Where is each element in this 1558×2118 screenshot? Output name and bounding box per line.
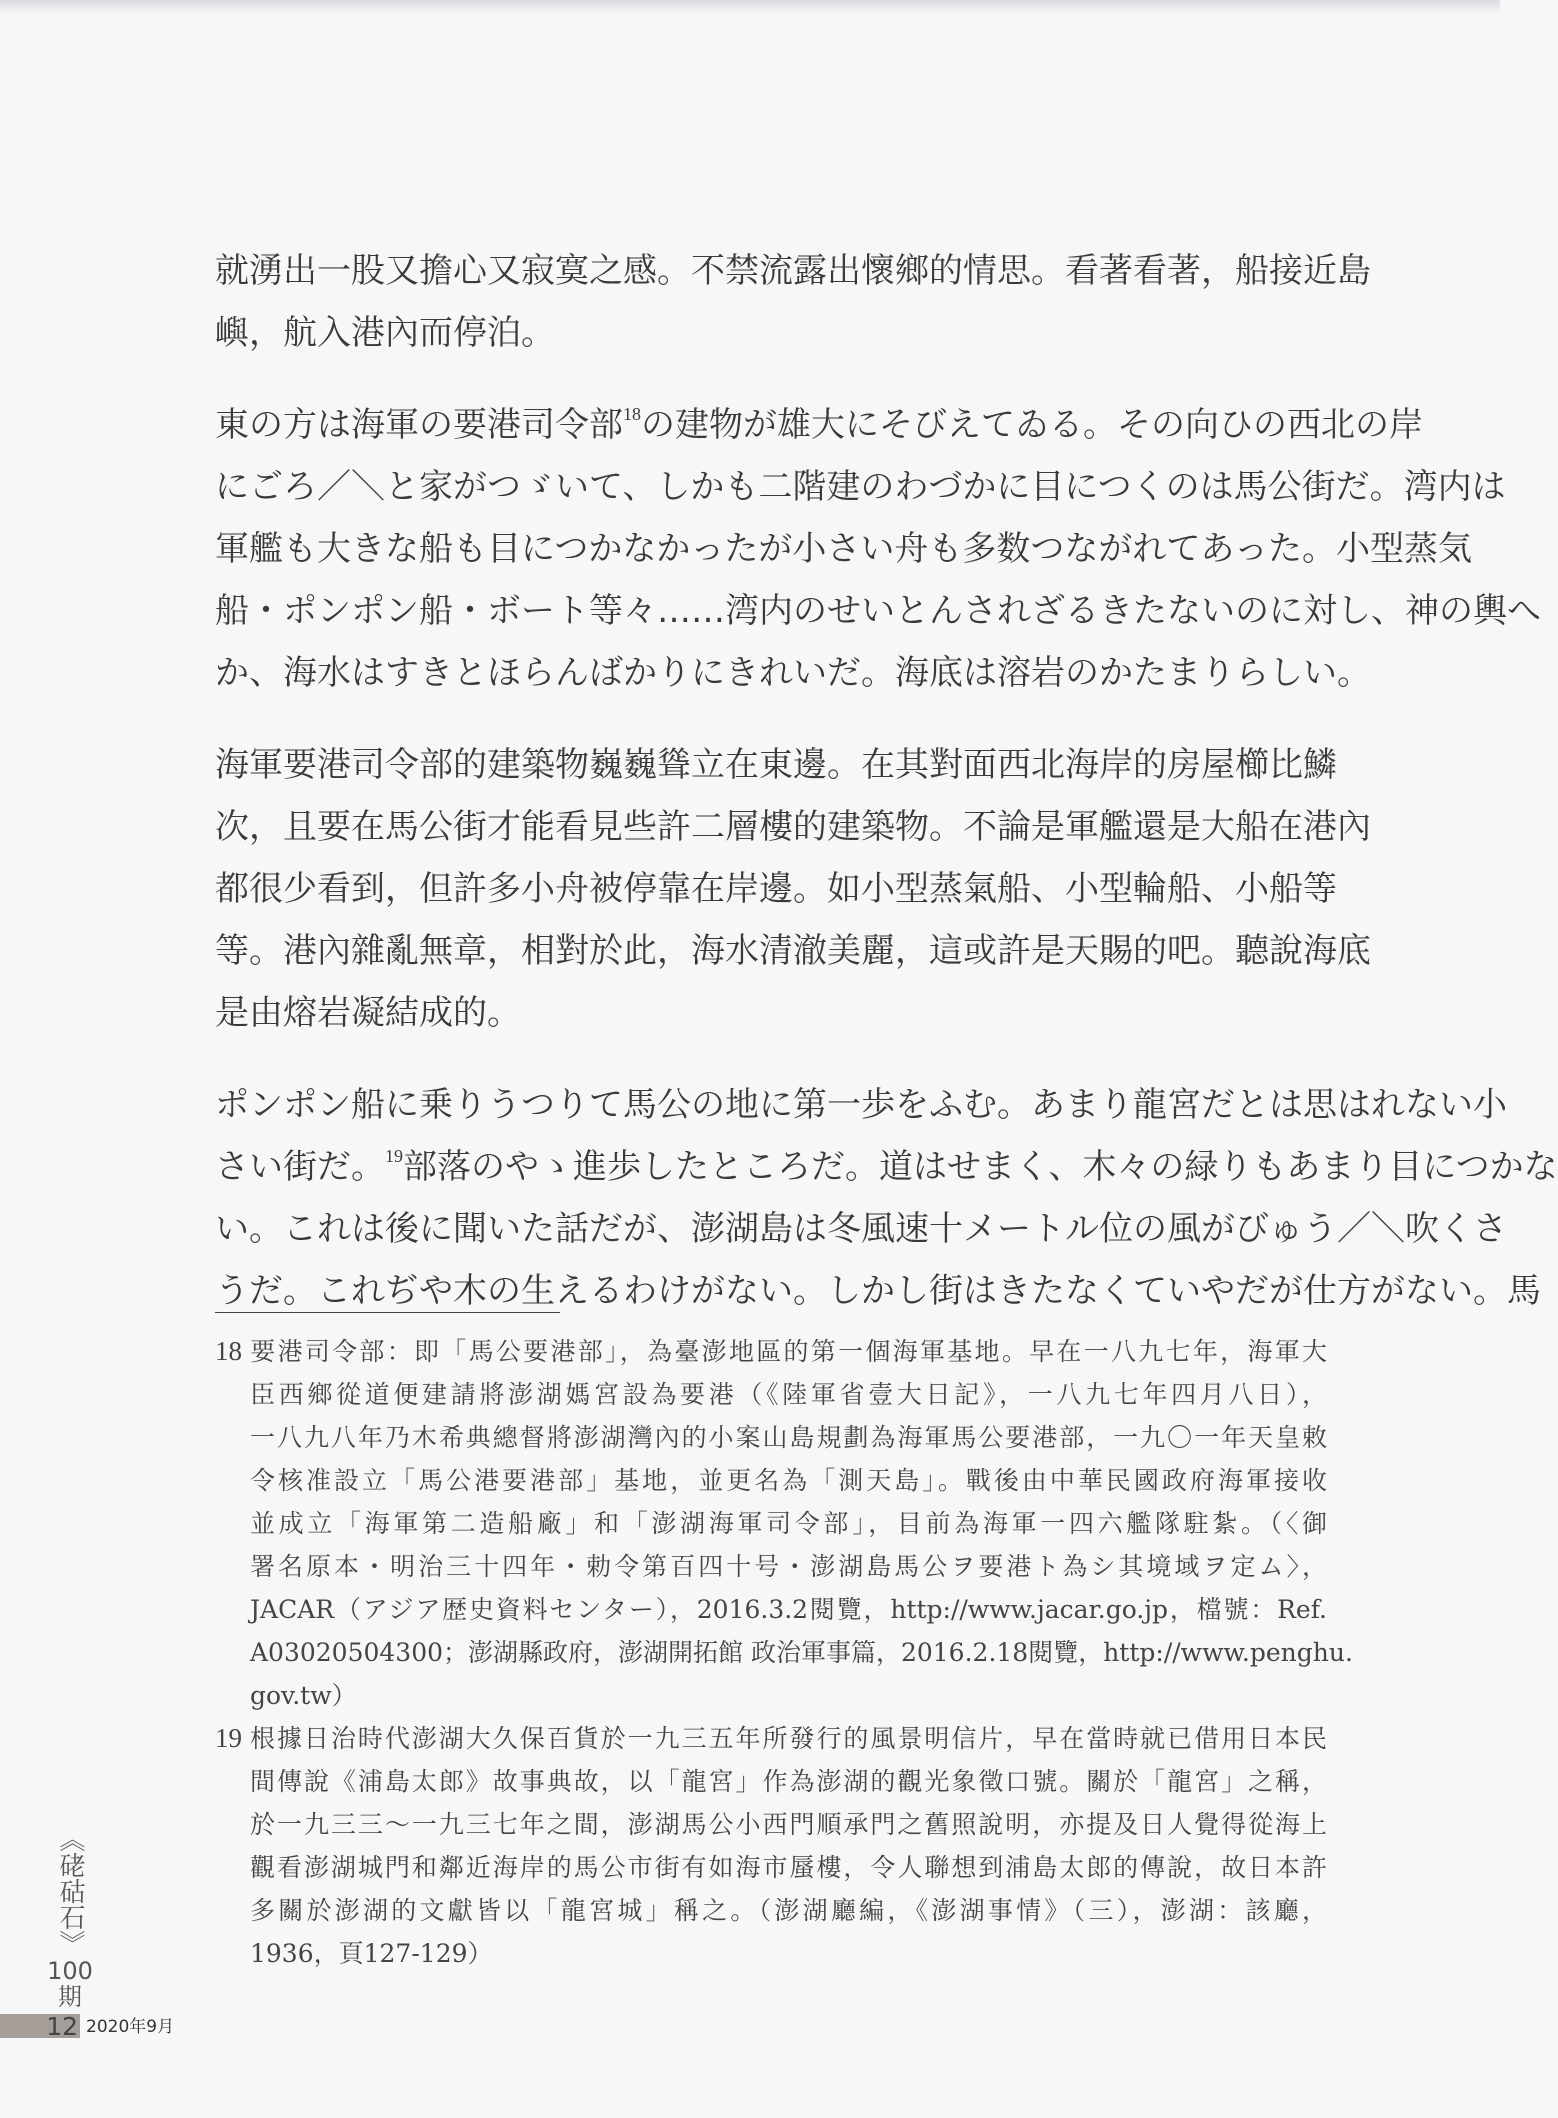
main-text	[215, 240, 1558, 1322]
issue-number	[47, 1958, 93, 2010]
text-line: うだ。これぢや木の生えるわけがない。しかし街はきたなくていやだが仕方がない。馬	[215, 1271, 1541, 1311]
footnote-number: 18	[215, 1336, 242, 1366]
paragraph-1	[215, 240, 1371, 364]
footnote-line: 於一九三三～一九三七年之間，澎湖馬公小西門順承門之舊照說明，亦提及日人覺得從海上	[250, 1810, 1327, 1839]
footnote-number: 19	[215, 1723, 242, 1753]
text-line: 就湧出一股又擔心又寂寞之感。不禁流露出懷鄉的情思。看著看著，船接近島	[215, 251, 1371, 291]
footnote-ref-18[interactable]: 18	[623, 404, 641, 424]
footnote-line: 署名原本・明治三十四年・勅令第百四十号・澎湖島馬公ヲ要港ト為シ其境域ヲ定ム〉，	[250, 1552, 1327, 1581]
text-line	[215, 1136, 1558, 1198]
footnote-line: A03020504300；澎湖縣政府，澎湖開拓館 政治軍事篇，2016.2.18閱覽，http://www.penghu.	[250, 1638, 1353, 1667]
footnote-line	[215, 1330, 1327, 1373]
footnote-19	[215, 1717, 1327, 1975]
text-segment: 要港司令部：即「馬公要港部」，為臺澎地區的第一個海軍基地。早在一八九七年，海軍大	[248, 1337, 1327, 1366]
footnote-separator	[215, 1312, 560, 1313]
issue-suffix: 期	[58, 1983, 82, 2011]
footnote-line: 並成立「海軍第二造船廠」和「澎湖海軍司令部」，目前為海軍一四六艦隊駐紮。（〈御	[250, 1509, 1327, 1538]
text-line: にごろ／＼と家がつゞいて、しかも二階建のわづかに目につくのは馬公街だ。湾内は	[215, 467, 1506, 507]
footnote-line	[215, 1717, 1327, 1760]
footnote-18	[215, 1330, 1353, 1717]
paragraph-2-japanese	[215, 394, 1541, 704]
text-line: 船・ポンポン船・ボート等々……湾内のせいとんされざるきたないのに対し、神の輿へ	[215, 591, 1541, 631]
footnote-line: 令核准設立「馬公港要港部」基地，並更名為「測天島」。戰後由中華民國政府海軍接收	[250, 1466, 1327, 1495]
journal-title: 《硓𥑮石》	[55, 1826, 85, 1956]
text-segment: の建物が雄大にそびえてゐる。その向ひの西北の岸	[641, 405, 1423, 445]
footnotes	[215, 1330, 1353, 1975]
text-line: ポンポン船に乗りうつりて馬公の地に第一歩をふむ。あまり龍宮だとは思はれない小	[215, 1085, 1507, 1125]
issue-value: 100	[47, 1957, 93, 1985]
footnote-line: 多關於澎湖的文獻皆以「龍宮城」稱之。（澎湖廳編，《澎湖事情》（三），澎湖：該廳，	[250, 1896, 1327, 1925]
footnote-line: 觀看澎湖城門和鄰近海岸的馬公市街有如海市蜃樓，令人聯想到浦島太郎的傳說，故日本許	[250, 1853, 1327, 1882]
footnote-ref-19[interactable]: 19	[385, 1146, 403, 1166]
text-line: 嶼，航入港內而停泊。	[215, 313, 555, 353]
text-line: 都很少看到，但許多小舟被停靠在岸邊。如小型蒸氣船、小型輪船、小船等	[215, 869, 1337, 909]
text-line	[215, 394, 1423, 456]
footnote-line: gov.tw）	[250, 1681, 357, 1710]
publication-date: 2020年9月	[86, 2017, 175, 2037]
text-segment: 根據日治時代澎湖大久保百貨於一九三五年所發行的風景明信片，早在當時就已借用日本民	[248, 1724, 1327, 1753]
text-line: 等。港內雜亂無章，相對於此，海水清澈美麗，這或許是天賜的吧。聽說海底	[215, 931, 1371, 971]
text-line: 海軍要港司令部的建築物巍巍聳立在東邊。在其對面西北海岸的房屋櫛比鱗	[215, 745, 1337, 785]
footnote-line: JACAR（アジア歴史資料センター），2016.3.2閱覽，http://www.jacar.go.jp，檔號：Ref.	[250, 1595, 1327, 1624]
footnote-line: 一八九八年乃木希典總督將澎湖灣內的小案山島規劃為海軍馬公要港部，一九〇一年天皇敕	[250, 1423, 1327, 1452]
text-segment: 東の方は海軍の要港司令部	[215, 405, 623, 445]
text-line: い。これは後に聞いた話だが、澎湖島は冬風速十メートル位の風がびゅう／＼吹くさ	[215, 1209, 1507, 1249]
text-line: 是由熔岩凝結成的。	[215, 993, 521, 1033]
paragraph-4-japanese	[215, 1074, 1558, 1322]
journal-sidebar	[40, 1800, 100, 2010]
text-segment: さい街だ。	[215, 1147, 385, 1187]
footnote-line: 間傳說《浦島太郎》故事典故，以「龍宮」作為澎湖的觀光象徵口號。關於「龍宮」之稱，	[250, 1767, 1327, 1796]
page-top-edge	[0, 0, 1500, 14]
paragraph-3-chinese	[215, 734, 1371, 1044]
page-number: 12	[0, 2014, 80, 2038]
text-segment: 部落のやゝ進歩したところだ。道はせまく、木々の緑りもあまり目につかな	[403, 1147, 1558, 1187]
text-line: 次，且要在馬公街才能看見些許二層樓的建築物。不論是軍艦還是大船在港內	[215, 807, 1371, 847]
footnote-line: 臣西鄉從道便建請將澎湖媽宮設為要港（《陸軍省壹大日記》，一八九七年四月八日），	[250, 1380, 1327, 1409]
text-line: か、海水はすきとほらんばかりにきれいだ。海底は溶岩のかたまりらしい。	[215, 653, 1371, 693]
text-line: 軍艦も大きな船も目につかなかったが小さい舟も多数つながれてあった。小型蒸気	[215, 529, 1472, 569]
footnote-line: 1936，頁127-129）	[250, 1939, 493, 1968]
